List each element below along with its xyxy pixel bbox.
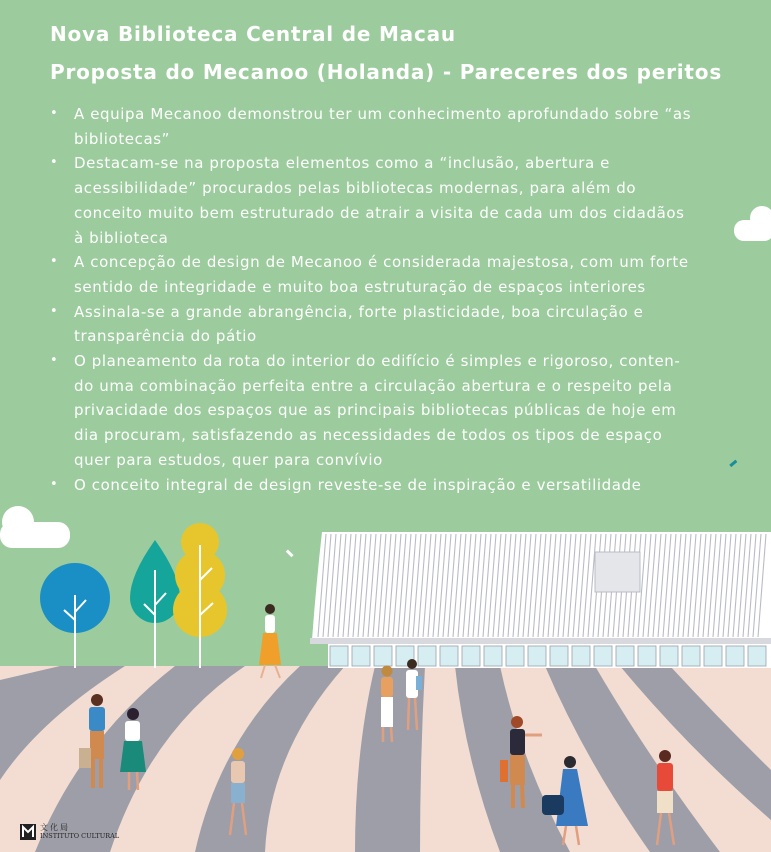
- glass-pane: [506, 646, 524, 666]
- tree-teal: [130, 540, 180, 668]
- glass-pane: [330, 646, 348, 666]
- title-line-1: Nova Biblioteca Central de Macau: [50, 22, 456, 46]
- glass-pane: [352, 646, 370, 666]
- title-line-2: Proposta do Mecanoo (Holanda) - Pareceres dos peritos: [50, 60, 723, 84]
- opinion-line: O conceito integral de design reveste-se de inspiração e versatilidade: [74, 475, 642, 494]
- opinion-line: transparência do pátio: [74, 327, 257, 346]
- opinion-line: dia procuram, satisfazendo as necessidades de todos os tipos de espaço: [74, 426, 663, 445]
- glass-pane: [594, 646, 612, 666]
- logo-english-text: INSTITUTO CULTURAL: [40, 832, 120, 840]
- opinion-line: O planeamento da rota do interior do edifício é simples e rigoroso, conten-: [74, 352, 681, 371]
- bullet-marker: •: [50, 106, 59, 121]
- glass-pane: [440, 646, 458, 666]
- tree-blue: [40, 563, 110, 668]
- opinion-line: Destacam-se na proposta elementos como a “inclusão, abertura e: [74, 154, 610, 173]
- opinion-line: do uma combinação perfeita entre a circulação abertura e o respeito pela: [74, 376, 673, 395]
- glass-pane: [682, 646, 700, 666]
- confetti-shape: [286, 549, 294, 557]
- glass-pane: [660, 646, 678, 666]
- glass-pane: [704, 646, 722, 666]
- glass-pane: [462, 646, 480, 666]
- opinion-line: Assinala-se a grande abrangência, forte plasticidade, boa circulação e: [74, 302, 644, 321]
- glass-pane: [374, 646, 392, 666]
- glass-pane: [638, 646, 656, 666]
- instituto-cultural-logo: [20, 823, 119, 841]
- library-building: [310, 532, 771, 668]
- bullet-marker: •: [50, 353, 59, 369]
- glass-pane: [616, 646, 634, 666]
- glass-pane: [550, 646, 568, 666]
- building-window: [595, 552, 640, 592]
- glass-pane: [528, 646, 546, 666]
- logo-mark-icon: [20, 824, 36, 840]
- opinion-line: A equipa Mecanoo demonstrou ter um conhecimento aprofundado sobre “as: [74, 105, 692, 123]
- opinion-line: sentido de integridade e muito boa estruturação de espaços interiores: [74, 277, 646, 296]
- opinion-line: A concepção de design de Mecanoo é considerada majestosa, com um forte: [74, 253, 689, 272]
- opinion-line: acessibilidade” procurados pelas bibliotecas modernas, para além do: [74, 179, 637, 198]
- glass-pane: [572, 646, 590, 666]
- confetti-shape: [729, 460, 737, 467]
- logo-chinese-text: 文化局: [40, 823, 70, 832]
- opinion-line: privacidade dos espaços que as principais bibliotecas públicas de hoje em: [74, 401, 677, 420]
- glass-pane: [418, 646, 436, 666]
- opinion-line: quer para estudos, quer para convívio: [74, 450, 383, 469]
- opinion-line: bibliotecas”: [74, 129, 171, 148]
- bullet-marker: •: [50, 476, 59, 492]
- glass-pane: [484, 646, 502, 666]
- glass-pane: [726, 646, 744, 666]
- opinion-line: conceito muito bem estruturado de atrair a visita de cada um dos cidadãos: [74, 203, 685, 222]
- bullet-marker: •: [50, 303, 59, 319]
- glass-pane: [748, 646, 766, 666]
- bullet-marker: •: [50, 155, 59, 171]
- bullet-marker: •: [50, 254, 59, 270]
- tree-yellow: [173, 523, 227, 668]
- opinion-line: à biblioteca: [74, 228, 169, 247]
- cloud-left: [0, 506, 70, 548]
- cloud-right: [734, 206, 771, 241]
